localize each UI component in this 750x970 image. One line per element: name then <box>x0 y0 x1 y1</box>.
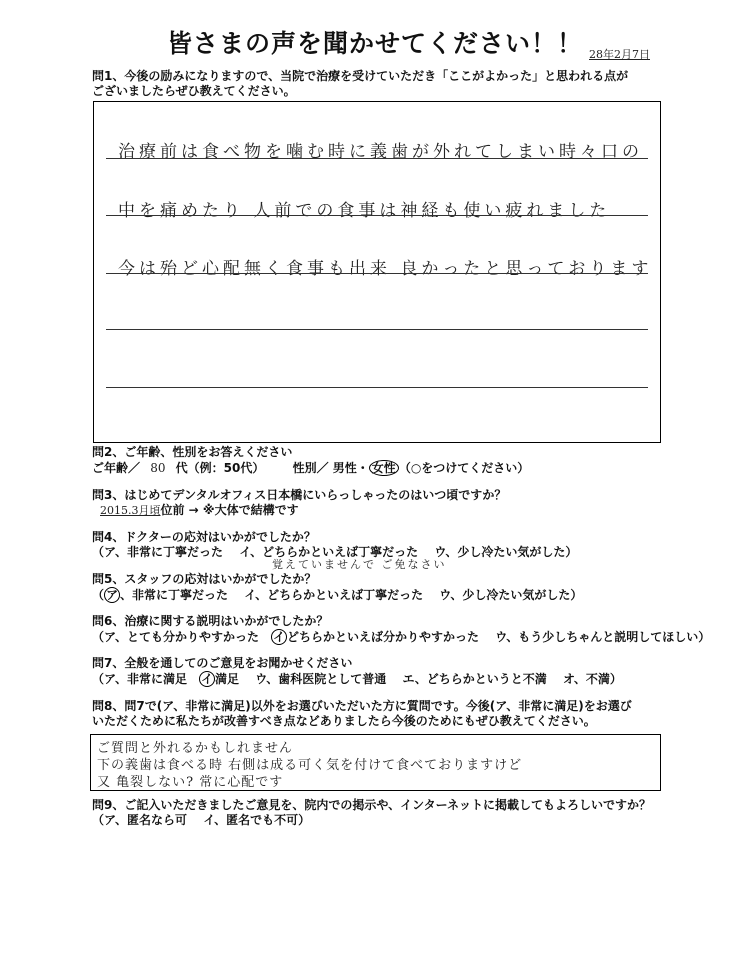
q3-question: 問3、はじめてデンタルオフィス日本橋にいらっしゃったのはいつ頃ですか？ <box>92 488 507 502</box>
q1-question-line2: ございましたらぜひ教えてください。 <box>92 84 296 98</box>
q4-question: 問4、ドクターの応対はいかがでしたか？ <box>92 530 316 544</box>
age-unit: 代（例：50代） <box>175 461 265 475</box>
date <box>589 46 650 62</box>
q2-question: 問2、ご年齢、性別をお答えください <box>92 445 293 459</box>
q8-answer-box[interactable] <box>90 734 661 791</box>
q7-options[interactable] <box>92 671 622 687</box>
q1-answer-box[interactable] <box>93 101 661 443</box>
q7-option-a: （ア、非常に満足 <box>92 672 200 686</box>
gender-note: （○をつけてください） <box>398 461 530 475</box>
q3-answer[interactable]: 2015.3月頃 <box>100 504 161 517</box>
q8-answer-line2: 下の義歯は食べる時 右側は成る可く気を付けて食べておりますけど <box>97 758 523 773</box>
q1-answer-line2: 中を痛めたり 人前での食事は神経も使い疲れました <box>118 201 611 221</box>
q8-answer-line3: 又 亀裂しない? 常に心配です <box>97 775 284 790</box>
q7-circled-option[interactable]: イ <box>201 672 214 686</box>
q3-suffix: 位前 → ※大体で結構です <box>160 503 299 517</box>
q1-question-line1: 問1、今後の励みになりますので、当院で治療を受けていただき「ここがよかった」と思われる点が <box>92 69 629 83</box>
q6-option-a: （ア、とても分かりやすかった <box>92 630 272 644</box>
q8-answer-line1: ご質問と外れるかもしれません <box>97 741 294 756</box>
q8-question-line1: 問8、問7で(ア、非常に満足)以外をお選びいただいた方に質問です。今後(ア、非常に満足)をお選び <box>92 699 632 713</box>
gender-male[interactable]: 男性 <box>332 461 357 475</box>
q2-answer-row: ご年齢／ 80 代（例：50代） 性別／ 男性・ 女性 （○をつけてください） <box>92 461 530 475</box>
q5-open-paren: （ <box>92 588 105 602</box>
q1-answer-line3: 今は殆ど心配無く食事も出来 良かったと思っております <box>118 259 653 279</box>
q6-circled-option[interactable]: イ <box>273 630 286 644</box>
q5-question: 問5、スタッフの応対はいかがでしたか？ <box>92 572 317 586</box>
age-label: ご年齢／ <box>92 461 141 475</box>
answer-rule <box>106 329 648 330</box>
q4-handwritten-note: 覚えていませんで ご免なさい <box>272 558 447 571</box>
q1-answer-line1: 治療前は食べ物を噛む時に義歯が外れてしまい時々口の <box>118 142 643 162</box>
answer-rule <box>106 273 648 274</box>
page-title: 皆さまの声を聞かせてください！！ <box>166 29 583 58</box>
q5-options[interactable] <box>92 587 582 603</box>
answer-rule <box>106 387 648 388</box>
q9-options[interactable]: （ア、匿名なら可 イ、匿名でも不可） <box>92 813 311 827</box>
gender-label: 性別／ <box>292 461 329 475</box>
age-value[interactable]: 80 <box>150 461 166 475</box>
q4-options[interactable]: （ア、非常に丁寧だった イ、どちらかといえば丁寧だった ウ、少し冷たい気がした） <box>92 545 578 559</box>
q8-question-line2: いただくために私たちが改善すべき点などありましたら今後のためにもぜひ教えてください。 <box>92 714 596 728</box>
q5-circled-option[interactable]: ア <box>106 588 119 602</box>
q6-options[interactable] <box>92 629 710 645</box>
q3-answer-row <box>100 503 299 518</box>
date-value: 28年2月7日 <box>589 48 650 61</box>
q6-question: 問6、治療に関する説明はいかがでしたか？ <box>92 614 329 628</box>
q6-options-rest: どちらかといえば分かりやすかった ウ、もう少しちゃんと説明してほしい） <box>287 630 711 644</box>
gender-female-circled[interactable]: 女性 <box>369 460 399 476</box>
q7-options-rest: 満足 ウ、歯科医院として普通 エ、どちらかというと不満 オ、不満） <box>215 672 622 686</box>
answer-rule <box>106 158 648 159</box>
q5-options-rest: 、非常に丁寧だった イ、どちらかといえば丁寧だった ウ、少し冷たい気がした） <box>120 588 583 602</box>
q9-question: 問9、ご記入いただきましたご意見を、院内での掲示や、インターネットに掲載してもよろしいですか？ <box>92 798 652 812</box>
q7-question: 問7、全般を通してのご意見をお聞かせください <box>92 656 353 670</box>
answer-rule <box>106 215 648 216</box>
